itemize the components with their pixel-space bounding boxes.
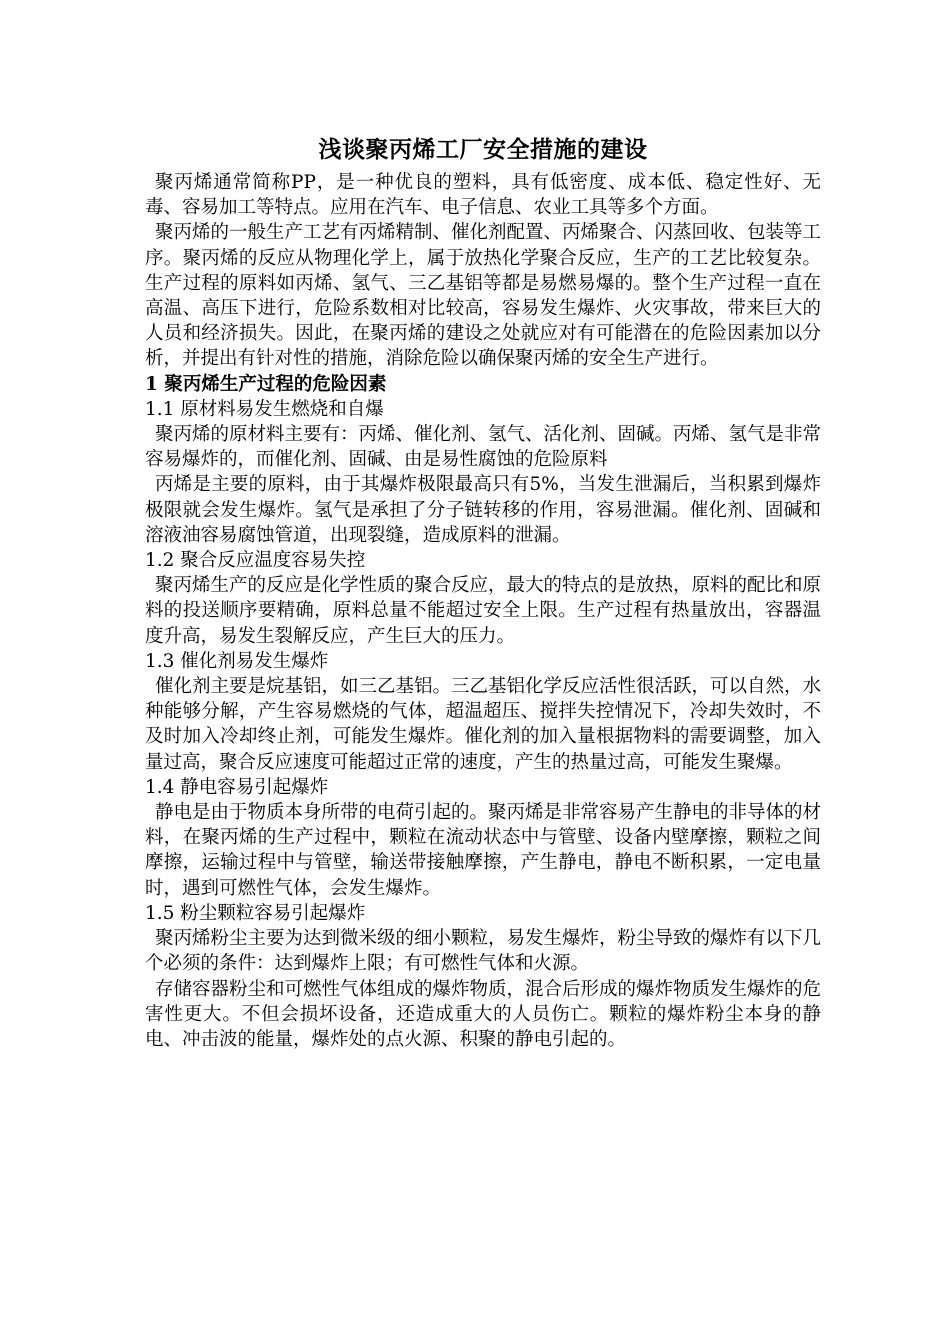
subsection-1-3-paragraph-1: 催化剂主要是烷基铝，如三乙基铝。三乙基铝化学反应活性很活跃，可以自然，水种能够分解，产生容易燃烧的气体，超温超压、搅拌失控情况下，冷却失效时，不及时加入冷却终止剂，可能发生爆炸。催化剂的加入量根据物料的需要调整，加入量过高，聚合反应速度可能超过正常的速度，产生的热量过高，可能发生聚爆。 [145,676,822,773]
intro-paragraph-1: 聚丙烯通常简称PP，是一种优良的塑料，具有低密度、成本低、稳定性好、无毒、容易加工等特点。应用在汽车、电子信息、农业工具等多个方面。 [145,172,821,219]
subsection-1-5-heading: 1.5 粉尘颗粒容易引起爆炸 [145,902,366,924]
subsection-1-4-heading: 1.4 静电容易引起爆炸 [145,776,329,798]
intro-paragraph-2: 聚丙烯的一般生产工艺有丙烯精制、催化剂配置、丙烯聚合、闪蒸回收、包装等工序。聚丙烯的反应从物理化学上，属于放热化学聚合反应，生产的工艺比较复杂。生产过程的原料如丙烯、氢气、三乙基铝等都是易燃易爆的。整个生产过程一直在高温、高压下进行，危险系数相对比较高，容易发生爆炸、火灾事故，带来巨大的人员和经济损失。因此，在聚丙烯的建设之处就应对有可能潜在的危险因素加以分析，并提出有针对性的措施，消除危险以确保聚丙烯的安全生产进行。 [145,222,822,370]
subsection-1-4-paragraph-1: 静电是由于物质本身所带的电荷引起的。聚丙烯是非常容易产生静电的非导体的材料，在聚丙烯的生产过程中，颗粒在流动状态中与管壁、设备内壁摩擦，颗粒之间摩擦，运输过程中与管壁，输送带接触摩擦，产生静电，静电不断积累，一定电量时，遇到可燃性气体，会发生爆炸。 [145,802,822,899]
subsection-1-2-heading: 1.2 聚合反应温度容易失控 [145,550,366,572]
document-page [145,134,821,1052]
subsection-1-5-paragraph-2: 存储容器粉尘和可燃性气体组成的爆炸物质，混合后形成的爆炸物质发生爆炸的危害性更大。不但会损坏设备，还造成重大的人员伤亡。颗粒的爆炸粉尘本身的静电、冲击波的能量，爆炸处的点火源、积聚的静电引起的。 [145,978,822,1050]
subsection-1-2-paragraph-1: 聚丙烯生产的反应是化学性质的聚合反应，最大的特点的是放热，原料的配比和原料的投送顺序要精确，原料总量不能超过安全上限。生产过程有热量放出，容器温度升高，易发生裂解反应，产生巨大的压力。 [145,575,822,647]
subsection-1-3-heading: 1.3 催化剂易发生爆炸 [145,650,329,672]
section-1-heading: 1 聚丙烯生产过程的危险因素 [145,373,387,395]
subsection-1-1-paragraph-1: 聚丙烯的原材料主要有：丙烯、催化剂、氢气、活化剂、固碱。丙烯、氢气是非常容易爆炸的，而催化剂、固碱、由是易性腐蚀的危险原料 [145,424,822,471]
subsection-1-1-heading: 1.1 原材料易发生燃烧和自爆 [145,398,384,420]
document-title: 浅谈聚丙烯工厂安全措施的建设 [318,136,648,163]
subsection-1-5-paragraph-1: 聚丙烯粉尘主要为达到微米级的细小颗粒，易发生爆炸，粉尘导致的爆炸有以下几个必须的条件：达到爆炸上限；有可燃性气体和火源。 [145,928,822,975]
subsection-1-1-paragraph-2: 丙烯是主要的原料，由于其爆炸极限最高只有5%，当发生泄漏后，当积累到爆炸极限就会发生爆炸。氢气是承担了分子链转移的作用，容易泄漏。催化剂、固碱和溶液油容易腐蚀管道，出现裂缝，造成原料的泄漏。 [145,474,821,546]
